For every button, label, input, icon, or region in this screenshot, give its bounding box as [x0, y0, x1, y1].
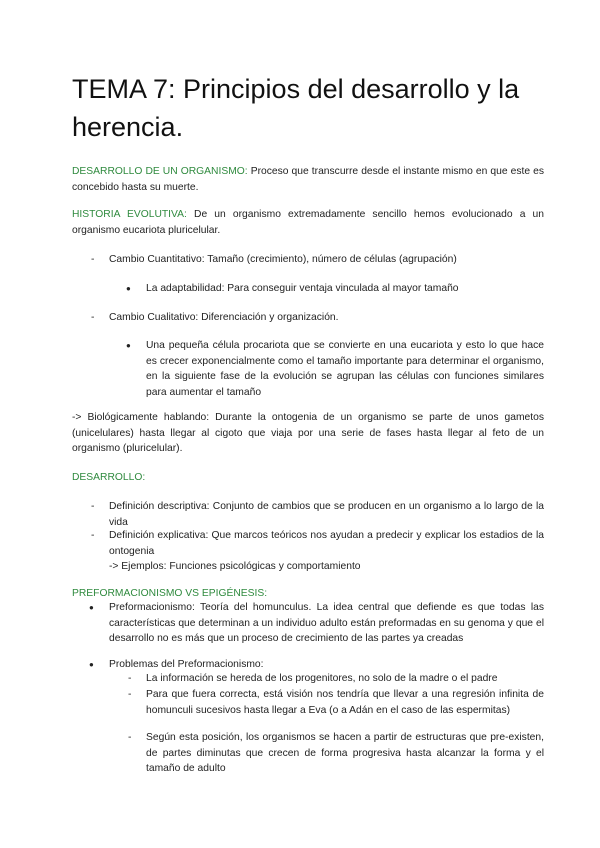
list-item-text: Cambio Cualitativo: Diferenciación y organización.	[109, 312, 339, 323]
list-item-cambio-cualitativo	[91, 310, 544, 326]
dash-marker: -	[128, 673, 132, 684]
list-item-definicion-explicativa	[91, 528, 544, 575]
paragraph-biologicamente: -> Biológicamente hablando: Durante la ontogenia de un organismo se parte de unos gametos (unicelulares) hasta llegar al cigoto que viaja por una serie de fases hasta llegar al feto de un organismo (pluricelular).	[72, 412, 544, 455]
list-item-definicion-descriptiva	[91, 499, 544, 530]
sub-item-problema-regresion	[128, 687, 544, 718]
list-item-preformacionismo	[89, 600, 544, 647]
list-item-text: Cambio Cuantitativo: Tamaño (crecimiento), número de células (agrupación)	[109, 254, 457, 265]
sub-item-text: La información se hereda de los progenitores, no solo de la madre o el padre	[146, 673, 498, 684]
term-desarrollo-organismo: DESARROLLO DE UN ORGANISMO:	[72, 166, 248, 177]
list-item-text: Preformacionismo: Teoría del homunculus. La idea central que defiende es que todas las características que determinan a un individuo adulto están preformadas en su genoma y que el desarrollo no es más que un proceso de crecimiento de las partes ya creadas	[109, 602, 544, 645]
definition-text: Proceso que transcurre desde el instante mismo en que este es concebido hasta su muerte.	[72, 166, 545, 193]
list-item-text: Definición descriptiva: Conjunto de cambios que se producen en un organismo a lo largo de la vida	[109, 501, 544, 528]
list-item-subtext: -> Ejemplos: Funciones psicológicas y comportamiento	[109, 561, 361, 573]
sub-item-problema-estructuras	[128, 730, 544, 777]
sub-item-text: Según esta posición, los organismos se hacen a partir de estructuras que pre-existen, de partes diminutas que crecen de forma progresiva hasta alcanzar la forma y el tamaño de adulto	[146, 732, 544, 775]
list-item-cambio-cuantitativo	[91, 252, 544, 268]
paragraph-desarrollo-organismo	[72, 164, 544, 195]
bullet-marker: ●	[126, 284, 131, 293]
list-item-text: Definición explicativa: Que marcos teóricos nos ayudan a predecir y explicar los estadios de la ontogenia	[109, 530, 544, 557]
dash-marker: -	[128, 732, 132, 743]
list-item-celula-procariota	[126, 338, 544, 400]
definition-text: De un organismo extremadamente sencillo hemos evolucionado a un organismo eucariota pluricelular.	[72, 209, 544, 236]
list-item-text: La adaptabilidad: Para conseguir ventaja vinculada al mayor tamaño	[146, 283, 459, 294]
dash-marker: -	[91, 312, 95, 323]
dash-marker: -	[91, 501, 95, 512]
sub-item-problema-herencia	[128, 671, 544, 687]
bullet-marker: ●	[89, 603, 94, 612]
page-title: TEMA 7: Principios del desarrollo y la herencia.	[72, 74, 520, 142]
heading-desarrollo: DESARROLLO:	[72, 472, 146, 483]
dash-marker: -	[128, 689, 132, 700]
dash-marker: -	[91, 530, 95, 541]
bullet-marker: ●	[89, 660, 94, 669]
heading-preformacionismo-vs-epigenesis: PREFORMACIONISMO VS EPIGÉNESIS:	[72, 588, 268, 599]
bullet-marker: ●	[126, 341, 131, 350]
dash-marker: -	[91, 254, 95, 265]
term-historia-evolutiva: HISTORIA EVOLUTIVA:	[72, 209, 187, 220]
list-item-adaptabilidad	[126, 281, 544, 297]
paragraph-historia-evolutiva	[72, 207, 544, 238]
list-item-text: Problemas del Preformacionismo:	[109, 659, 264, 670]
list-item-text: Una pequeña célula procariota que se convierte en una eucariota y esto lo que hace es crecer exponencialmente como el tamaño importante para determinar el organismo, en la siguiente fase de la evolución se agrupan las células con funciones similares para aumentar el tamaño	[146, 340, 544, 398]
sub-item-text: Para que fuera correcta, está visión nos tendría que llevar a una regresión infinita de homunculi sucesivos hasta llegar a Eva (o a Adán en el caso de las espermitas)	[146, 689, 544, 716]
